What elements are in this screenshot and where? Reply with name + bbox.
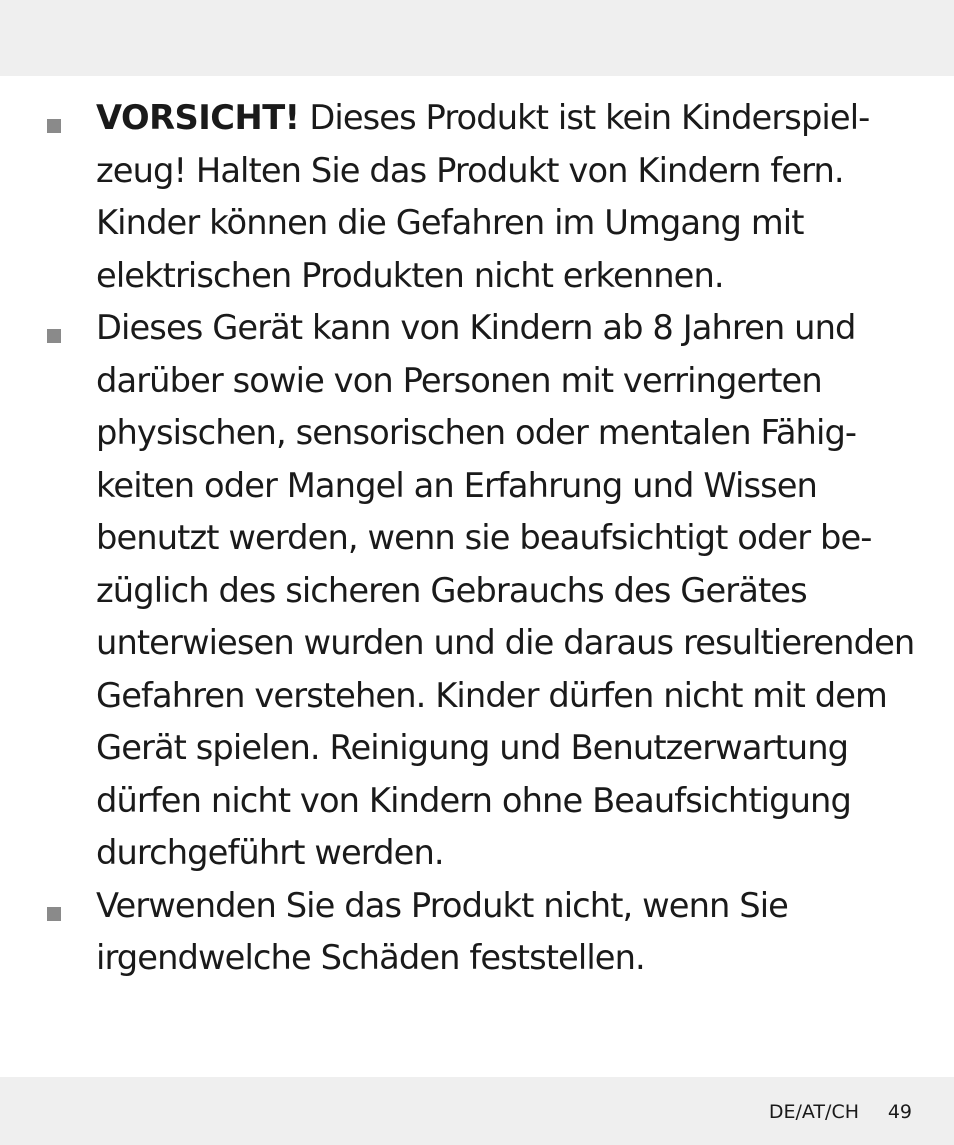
text-line [96,92,954,145]
text-line: Dieses Gerät kann von Kindern ab 8 Jahren und [96,308,856,347]
text-line: dürfen nicht von Kindern ohne Beaufsichtigung [96,780,851,820]
safety-instructions [0,92,954,985]
text-line: züglich des sicheren Gebrauchs des Gerätes [96,570,807,610]
page-number: 49 [887,1101,912,1123]
text-line: durchgeführt werden. [96,833,444,872]
square-bullet-icon [47,329,61,343]
text-line: benutzt werden, wenn sie beaufsichtigt oder be- [96,518,872,557]
text-line: zeug! Halten Sie das Produkt von Kindern fern. [96,150,844,190]
list-item-text [96,880,954,985]
square-bullet-icon [47,907,61,921]
warning-label: VORSICHT! [96,98,300,137]
list-item [0,92,954,302]
text-line: Verwenden Sie das Produkt nicht, wenn Sie [96,885,788,925]
text-run: Dieses Produkt ist kein Kinderspiel- [299,98,870,137]
list-item [0,880,954,985]
text-line: darüber sowie von Personen mit verringerten [96,360,822,400]
text-line: Gefahren verstehen. Kinder dürfen nicht mit dem [96,675,887,715]
text-line: physischen, sensorischen oder mentalen Fähig- [96,413,857,452]
header-band [0,0,954,76]
text-line: keiten oder Mangel an Erfahrung und Wissen [96,465,817,505]
text-line: Kinder können die Gefahren im Umgang mit [96,203,804,242]
text-line: unterwiesen wurden und die daraus resultierenden [96,623,915,662]
text-line: Gerät spielen. Reinigung und Benutzerwartung [96,728,849,767]
text-line: elektrischen Produkten nicht erkennen. [96,255,724,295]
list-item-text [96,302,954,880]
footer-language: DE/AT/CH [768,1101,859,1123]
list-item-text [96,92,954,302]
square-bullet-icon [47,119,61,133]
list-item [0,302,954,880]
text-line: irgendwelche Schäden feststellen. [96,938,645,977]
